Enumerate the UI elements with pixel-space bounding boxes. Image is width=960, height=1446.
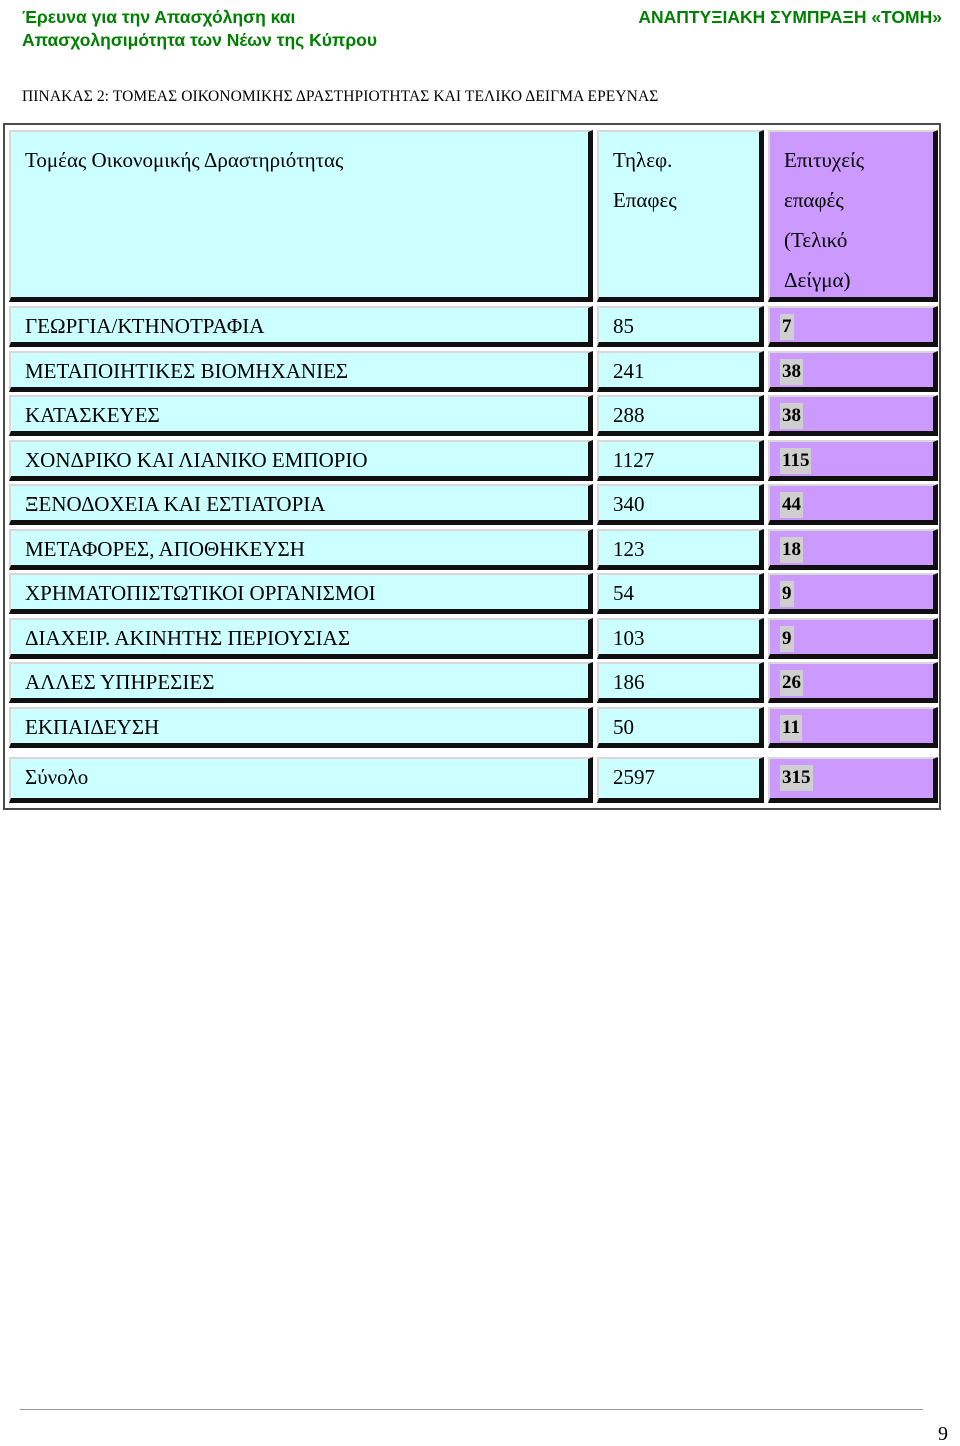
sector-cell [9, 395, 593, 436]
total-success: 315 [780, 765, 813, 791]
calls-value: 288 [613, 403, 645, 427]
sector-cell [9, 573, 593, 614]
sector-name: ΧΡΗΜΑΤΟΠΙΣΤΩΤΙΚΟΙ ΟΡΓΑΝΙΣΜΟΙ [25, 581, 376, 605]
success-cell [768, 440, 938, 481]
success-cell [768, 662, 938, 703]
sector-cell [9, 484, 593, 525]
header-cell-calls [597, 130, 764, 302]
footer-rule [20, 1409, 923, 1410]
success-value: 9 [780, 626, 794, 652]
total-label-cell [9, 757, 593, 803]
calls-value: 103 [613, 626, 645, 650]
success-value: 38 [780, 359, 803, 385]
success-value: 26 [780, 670, 803, 696]
success-cell [768, 395, 938, 436]
calls-value: 123 [613, 537, 645, 561]
success-cell [768, 529, 938, 570]
sector-name: ΓΕΩΡΓΙΑ/ΚΤΗΝΟΤΡΑΦΙΑ [25, 314, 265, 338]
success-value: 18 [780, 537, 803, 563]
calls-value: 186 [613, 670, 645, 694]
table-title: ΠΙΝΑΚΑΣ 2: ΤΟΜΕΑΣ ΟΙΚΟΝΟΜΙΚΗΣ ΔΡΑΣΤΗΡΙΟΤΗΤΑΣ ΚΑΙ ΤΕΛΙΚΟ ΔΕΙΓΜΑ ΕΡΕΥΝΑΣ [22, 88, 659, 105]
calls-cell [597, 529, 764, 570]
header-title-line2: Απασχολησιμότητα των Νέων της Κύπρου [22, 30, 378, 50]
sector-cell [9, 707, 593, 748]
calls-cell [597, 484, 764, 525]
document-header-left [22, 6, 377, 52]
header-title-line1: Έρευνα για την Απασχόληση και [22, 7, 296, 27]
calls-cell [597, 618, 764, 659]
calls-cell [597, 573, 764, 614]
sector-cell [9, 306, 593, 347]
header-sector-label: Τομέας Οικονομικής Δραστηριότητας [25, 148, 344, 172]
calls-cell [597, 306, 764, 347]
calls-value: 241 [613, 359, 645, 383]
sector-name: ΕΚΠΑΙΔΕΥΣΗ [25, 715, 160, 739]
success-value: 115 [780, 448, 811, 474]
sector-cell [9, 351, 593, 392]
document-header-right: ΑΝΑΠΤΥΞΙΑΚΗ ΣΥΜΠΡΑΞΗ «ΤΟΜΗ» [638, 7, 942, 27]
calls-cell [597, 707, 764, 748]
sector-name: ΑΛΛΕΣ ΥΠΗΡΕΣΙΕΣ [25, 670, 215, 694]
sector-name: ΧΟΝΔΡΙΚΟ ΚΑΙ ΛΙΑΝΙΚΟ ΕΜΠΟΡΙΟ [25, 448, 368, 472]
sector-name: ΜΕΤΑΠΟΙΗΤΙΚΕΣ ΒΙΟΜΗΧΑΝΙΕΣ [25, 359, 349, 383]
total-label: Σύνολο [25, 765, 89, 789]
calls-value: 85 [613, 314, 634, 338]
success-value: 38 [780, 403, 803, 429]
sector-cell [9, 529, 593, 570]
sector-cell [9, 618, 593, 659]
success-cell [768, 707, 938, 748]
success-value: 9 [780, 581, 794, 607]
calls-cell [597, 662, 764, 703]
success-cell [768, 306, 938, 347]
total-success-cell [768, 757, 938, 803]
header-cell-sector [9, 130, 593, 302]
calls-value: 50 [613, 715, 634, 739]
calls-cell [597, 440, 764, 481]
header-calls-line2: Επαφες [613, 188, 677, 212]
header-success-line4: Δείγμα) [784, 268, 851, 292]
header-success-line3: (Τελικό [784, 228, 848, 252]
calls-value: 54 [613, 581, 634, 605]
header-cell-success [768, 130, 938, 302]
calls-cell [597, 395, 764, 436]
success-value: 11 [780, 715, 802, 741]
sector-name: ΔΙΑΧΕΙΡ. ΑΚΙΝΗΤΗΣ ΠΕΡΙΟΥΣΙΑΣ [25, 626, 351, 650]
success-cell [768, 618, 938, 659]
sector-cell [9, 440, 593, 481]
total-calls-cell [597, 757, 764, 803]
sector-name: ΚΑΤΑΣΚΕΥΕΣ [25, 403, 160, 427]
calls-value: 1127 [613, 448, 655, 472]
header-success-line2: επαφές [784, 188, 844, 212]
header-calls-line1: Τηλεφ. [613, 148, 673, 172]
calls-cell [597, 351, 764, 392]
success-cell [768, 351, 938, 392]
success-value: 7 [780, 314, 794, 340]
total-calls: 2597 [613, 765, 655, 789]
sector-name: ΞΕΝΟΔΟΧΕΙΑ ΚΑΙ ΕΣΤΙΑΤΟΡΙΑ [25, 492, 326, 516]
success-cell [768, 484, 938, 525]
page-number: 9 [938, 1423, 948, 1445]
header-success-line1: Επιτυχείς [784, 148, 865, 172]
sector-table [3, 123, 941, 810]
calls-value: 340 [613, 492, 645, 516]
sector-cell [9, 662, 593, 703]
success-value: 44 [780, 492, 803, 518]
success-cell [768, 573, 938, 614]
sector-name: ΜΕΤΑΦΟΡΕΣ, ΑΠΟΘΗΚΕΥΣΗ [25, 537, 305, 561]
